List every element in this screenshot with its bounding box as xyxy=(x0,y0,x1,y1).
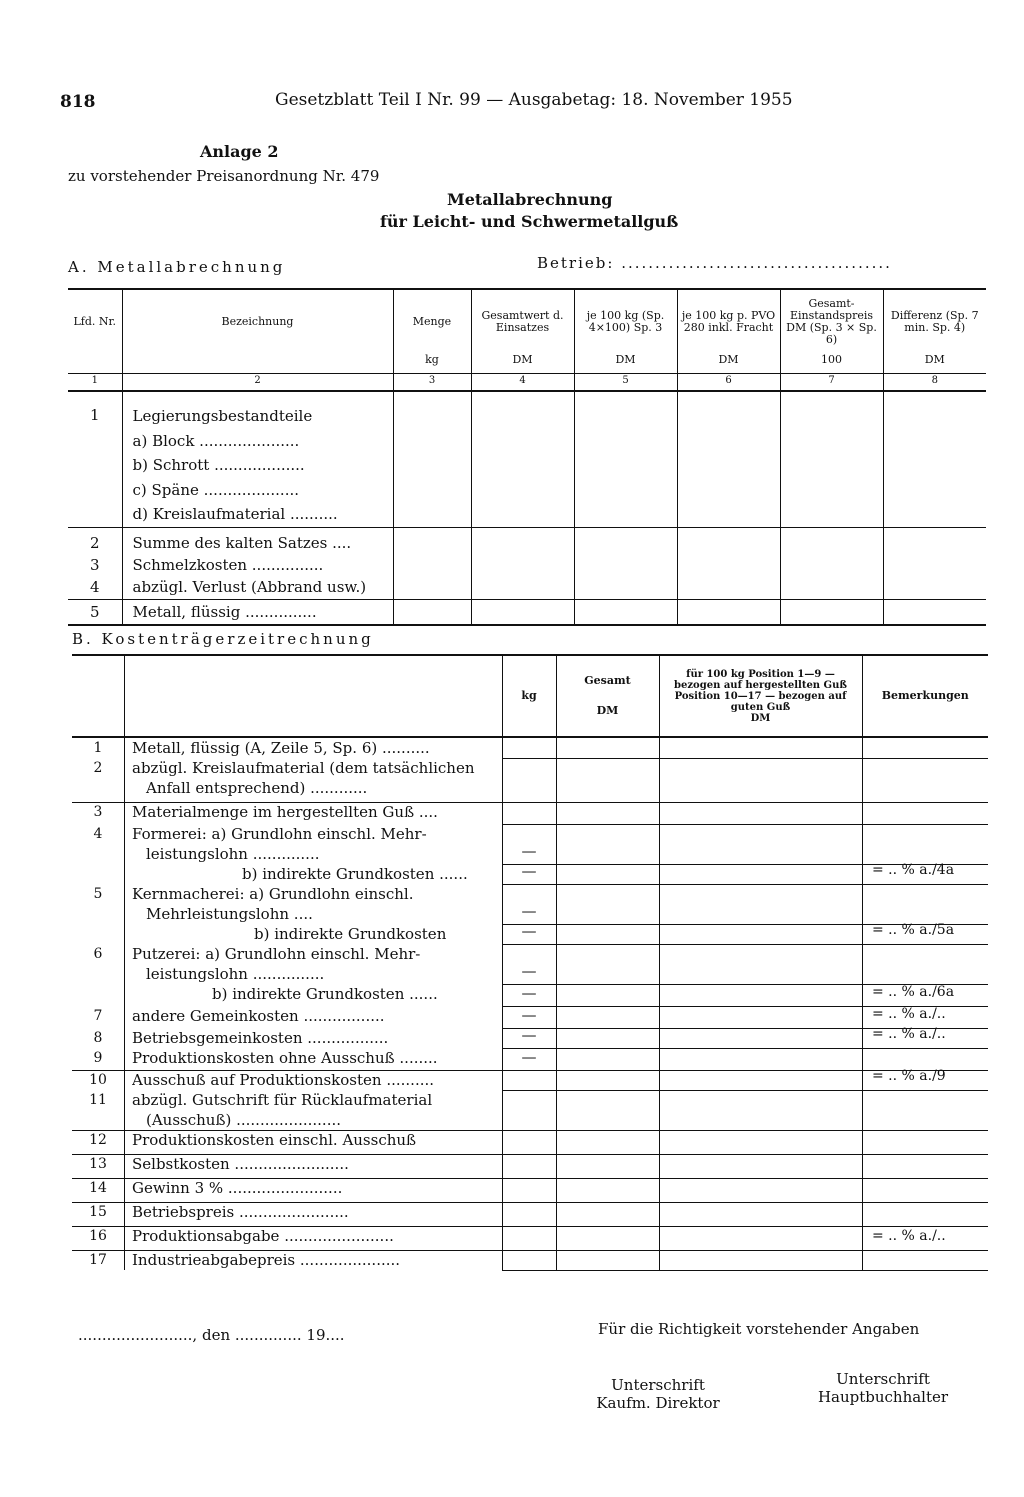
cell-rule xyxy=(502,884,988,885)
doc-title-line2: für Leicht- und Schwermetallguß xyxy=(380,212,679,231)
remark: = .. % a./4a xyxy=(872,862,955,878)
row-label xyxy=(132,758,492,798)
dash-mark: — xyxy=(521,922,537,940)
page-number: 818 xyxy=(60,92,96,112)
row-number: 16 xyxy=(89,1228,107,1244)
gesamt-label: Gesamt xyxy=(584,674,631,687)
betrieb-field: Betrieb: ........................................ xyxy=(537,254,892,272)
cell-rule xyxy=(502,824,988,825)
row-number: 8 xyxy=(93,1030,103,1046)
cell-rule xyxy=(502,944,988,945)
kostentraeger-table xyxy=(72,654,988,738)
cell-rule xyxy=(502,1202,988,1203)
input-cell[interactable] xyxy=(780,527,883,599)
legierung-group xyxy=(122,391,393,527)
col-per100-header xyxy=(659,655,862,737)
row-label-line: Formerei: a) Grundlohn einschl. Mehr- xyxy=(132,825,427,843)
dash-mark: — xyxy=(521,1026,537,1044)
remark: = .. % a./.. xyxy=(872,1228,946,1244)
signature-role: Hauptbuchhalter xyxy=(817,1388,949,1406)
row-label-line: abzügl. Gutschrift für Rücklaufmaterial xyxy=(132,1091,433,1109)
col-number: 2 xyxy=(122,373,393,391)
row-label xyxy=(132,1070,492,1090)
cell-rule xyxy=(502,1154,988,1155)
page-header-title: Gesetzblatt Teil I Nr. 99 — Ausgabetag: 18. November 1955 xyxy=(275,90,793,110)
input-cell[interactable] xyxy=(393,527,471,599)
column-rule xyxy=(502,738,503,1270)
row-number: 4 xyxy=(93,826,103,842)
row-number: 7 xyxy=(93,1008,103,1024)
unit-dm-5: DM xyxy=(574,353,677,373)
row-label: Summe des kalten Satzes .... xyxy=(132,533,352,552)
dash-mark: — xyxy=(521,842,537,860)
col-differenz-header: Differenz (Sp. 7 min. Sp. 4) xyxy=(890,308,979,334)
row-label xyxy=(132,1028,492,1048)
signature-director xyxy=(588,1376,728,1412)
column-rule xyxy=(124,738,125,1270)
row-number: 6 xyxy=(93,946,103,962)
dash-mark: — xyxy=(521,1006,537,1024)
cell-rule xyxy=(502,1178,988,1179)
cell-rule xyxy=(502,1226,988,1227)
col-number: 4 xyxy=(471,373,574,391)
input-cell[interactable] xyxy=(471,599,574,625)
col-number: 3 xyxy=(393,373,471,391)
row-label xyxy=(254,924,492,944)
row-label: abzügl. Verlust (Abbrand usw.) xyxy=(132,577,367,596)
row-label xyxy=(132,1048,492,1068)
kosten-group xyxy=(122,527,393,599)
row-label-line: Anfall entsprechend) ............ xyxy=(146,779,368,797)
row-number-group xyxy=(68,527,122,599)
row-label-line: leistungslohn .............. xyxy=(146,845,320,863)
row-label-line: b) indirekte Grundkosten ...... xyxy=(242,865,468,883)
column-rule xyxy=(862,738,863,1270)
anlage-label: Anlage 2 xyxy=(200,142,279,161)
row-number: 4 xyxy=(89,577,100,596)
cell-rule xyxy=(502,1270,988,1271)
row-label-line: Betriebspreis ....................... xyxy=(132,1203,349,1221)
row-label-line: (Ausschuß) ...................... xyxy=(146,1111,341,1129)
column-rule xyxy=(659,738,660,1270)
input-cell[interactable] xyxy=(471,527,574,599)
doc-title-line1: Metallabrechnung xyxy=(447,190,613,209)
col-gesamtwert-header: Gesamtwert d. Einsatzes xyxy=(471,289,574,353)
row-label: b) Schrott ................... xyxy=(132,456,305,474)
per100-label: für 100 kg Position 1—9 — bezogen auf hergestellten Guß Position 10—17 — bezogen auf guten Guß xyxy=(674,668,847,713)
row-number: 12 xyxy=(89,1132,107,1148)
row-label xyxy=(132,1178,492,1198)
signature-accountant xyxy=(808,1370,958,1406)
input-cell[interactable] xyxy=(393,599,471,625)
input-cell[interactable] xyxy=(883,599,986,625)
per100-unit: DM xyxy=(750,712,771,724)
row-label xyxy=(132,1154,492,1174)
col-gesamt-header xyxy=(556,655,659,737)
cell-rule xyxy=(502,802,988,803)
row-label-line: Industrieabgabepreis ..................... xyxy=(132,1251,401,1269)
row-number: 2 xyxy=(89,533,100,552)
place-date-line: ........................, den .............. 19.... xyxy=(78,1326,345,1344)
row-label-line: Putzerei: a) Grundlohn einschl. Mehr- xyxy=(132,945,421,963)
certification-text: Für die Richtigkeit vorstehender Angaben xyxy=(598,1320,920,1338)
kostentraeger-body xyxy=(72,738,988,1270)
row-label: c) Späne .................... xyxy=(132,480,300,499)
signature-label: Unterschrift xyxy=(611,1376,705,1394)
row-label-line: Gewinn 3 % ........................ xyxy=(132,1179,343,1197)
col-menge-header: Menge xyxy=(393,289,471,353)
row-label-line: Ausschuß auf Produktionskosten .......... xyxy=(132,1071,435,1089)
input-cell[interactable] xyxy=(574,391,677,527)
remark: = .. % a./.. xyxy=(872,1026,946,1042)
row-number: 10 xyxy=(89,1072,107,1088)
unit-dm-4: DM xyxy=(471,353,574,373)
col-je100-sp-header: je 100 kg (Sp. 4×100) Sp. 3 xyxy=(574,289,677,353)
cell-rule xyxy=(502,1090,988,1091)
col-bezeichnung-header: Bezeichnung xyxy=(122,289,393,353)
signature-label: Unterschrift xyxy=(836,1370,930,1388)
row-label xyxy=(132,824,492,864)
input-cell[interactable] xyxy=(780,599,883,625)
col-kg-header: kg xyxy=(502,655,556,737)
row-label-line: abzügl. Kreislaufmaterial (dem tatsächlichen xyxy=(132,759,475,777)
row-number: 11 xyxy=(89,1092,107,1108)
row-number: 15 xyxy=(89,1204,107,1220)
unit-100-7: 100 xyxy=(780,353,883,373)
col-number: 7 xyxy=(780,373,883,391)
row-label: d) Kreislaufmaterial .......... xyxy=(132,505,338,523)
row-label-line: b) indirekte Grundkosten ...... xyxy=(212,985,438,1003)
row-label xyxy=(132,1226,492,1246)
input-cell[interactable] xyxy=(574,599,677,625)
row-number: 3 xyxy=(93,804,103,820)
unit-kg: kg xyxy=(393,353,471,373)
cell-rule xyxy=(502,1048,988,1049)
input-cell[interactable] xyxy=(780,391,883,527)
cell-rule xyxy=(502,1130,988,1131)
row-label: Metall, flüssig ............... xyxy=(122,599,393,625)
input-cell[interactable] xyxy=(677,599,780,625)
input-cell[interactable] xyxy=(677,527,780,599)
col-je100-pvo-header: je 100 kg p. PVO 280 inkl. Fracht xyxy=(677,289,780,353)
input-cell[interactable] xyxy=(883,527,986,599)
row-label-line: Materialmenge im hergestellten Guß .... xyxy=(132,803,438,821)
column-rule xyxy=(556,738,557,1270)
section-b-title: B. Kostenträgerzeitrechnung xyxy=(72,630,374,648)
row-label xyxy=(212,984,492,1004)
input-cell[interactable] xyxy=(677,391,780,527)
remark: = .. % a./5a xyxy=(872,922,955,938)
col-number: 1 xyxy=(68,373,122,391)
remark: = .. % a./6a xyxy=(872,984,955,1000)
row-label-line: andere Gemeinkosten ................. xyxy=(132,1007,385,1025)
row-label xyxy=(242,864,492,884)
col-bemerkungen-header: Bemerkungen xyxy=(881,689,969,702)
row-label-line: Produktionskosten einschl. Ausschuß xyxy=(132,1131,417,1149)
input-cell[interactable] xyxy=(574,527,677,599)
metallabrechnung-table xyxy=(68,288,986,626)
row-label xyxy=(132,944,492,984)
dash-mark: — xyxy=(521,984,537,1002)
section-a-title: A. Metallabrechnung xyxy=(68,258,286,276)
col-number: 6 xyxy=(677,373,780,391)
col-number: 5 xyxy=(574,373,677,391)
row-label xyxy=(132,1250,492,1270)
dash-mark: — xyxy=(521,1048,537,1066)
row-label: Schmelzkosten ............... xyxy=(132,555,324,574)
row-label xyxy=(132,738,492,758)
row-number: 9 xyxy=(93,1050,103,1066)
input-cell[interactable] xyxy=(393,391,471,527)
dash-mark: — xyxy=(521,962,537,980)
input-cell[interactable] xyxy=(883,391,986,527)
row-label-line: Selbstkosten ........................ xyxy=(132,1155,349,1173)
unit-dm-6: DM xyxy=(677,353,780,373)
row-label xyxy=(132,884,492,924)
cell-rule xyxy=(502,758,988,759)
dash-mark: — xyxy=(521,902,537,920)
cell-rule xyxy=(502,1250,988,1251)
dash-mark: — xyxy=(521,862,537,880)
row-label xyxy=(132,1090,492,1130)
row-label-line: Metall, flüssig (A, Zeile 5, Sp. 6) .......... xyxy=(132,739,430,757)
row-number: 1 xyxy=(68,391,122,527)
row-label-line: Mehrleistungslohn .... xyxy=(146,905,313,923)
anlage-reference: zu vorstehender Preisanordnung Nr. 479 xyxy=(68,167,380,185)
row-number: 5 xyxy=(68,599,122,625)
row-label-line: Betriebsgemeinkosten ................. xyxy=(132,1029,389,1047)
row-label: a) Block ..................... xyxy=(132,431,300,450)
row-label-line: Produktionsabgabe ....................... xyxy=(132,1227,394,1245)
signature-role: Kaufm. Direktor xyxy=(596,1394,720,1412)
row-label-line: Produktionskosten ohne Ausschuß ........ xyxy=(132,1049,438,1067)
row-label-line: leistungslohn ............... xyxy=(146,965,325,983)
remark: = .. % a./.. xyxy=(872,1006,946,1022)
row-label xyxy=(132,1006,492,1026)
row-number: 17 xyxy=(89,1252,107,1268)
row-number: 5 xyxy=(93,886,103,902)
unit-dm-8: DM xyxy=(924,353,945,366)
row-number: 13 xyxy=(89,1156,107,1172)
row-number: 1 xyxy=(93,740,103,756)
row-label xyxy=(132,1202,492,1222)
input-cell[interactable] xyxy=(471,391,574,527)
col-lfd-nr-header: Lfd. Nr. xyxy=(68,289,122,353)
row-number: 3 xyxy=(89,555,100,574)
row-label-line: Kernmacherei: a) Grundlohn einschl. xyxy=(132,885,414,903)
remark: = .. % a./9 xyxy=(872,1068,946,1084)
col-number: 8 xyxy=(931,374,938,386)
row-label-line: b) indirekte Grundkosten xyxy=(254,925,447,943)
row-label xyxy=(132,802,492,822)
row-number: 14 xyxy=(89,1180,107,1196)
row-label xyxy=(132,1130,492,1150)
row-number: 2 xyxy=(93,760,103,776)
gesamt-unit: DM xyxy=(596,704,619,717)
row-label: Legierungsbestandteile xyxy=(132,407,313,425)
col-einstandspreis-header: Gesamt-Einstandspreis DM (Sp. 3 × Sp. 6) xyxy=(780,289,883,353)
